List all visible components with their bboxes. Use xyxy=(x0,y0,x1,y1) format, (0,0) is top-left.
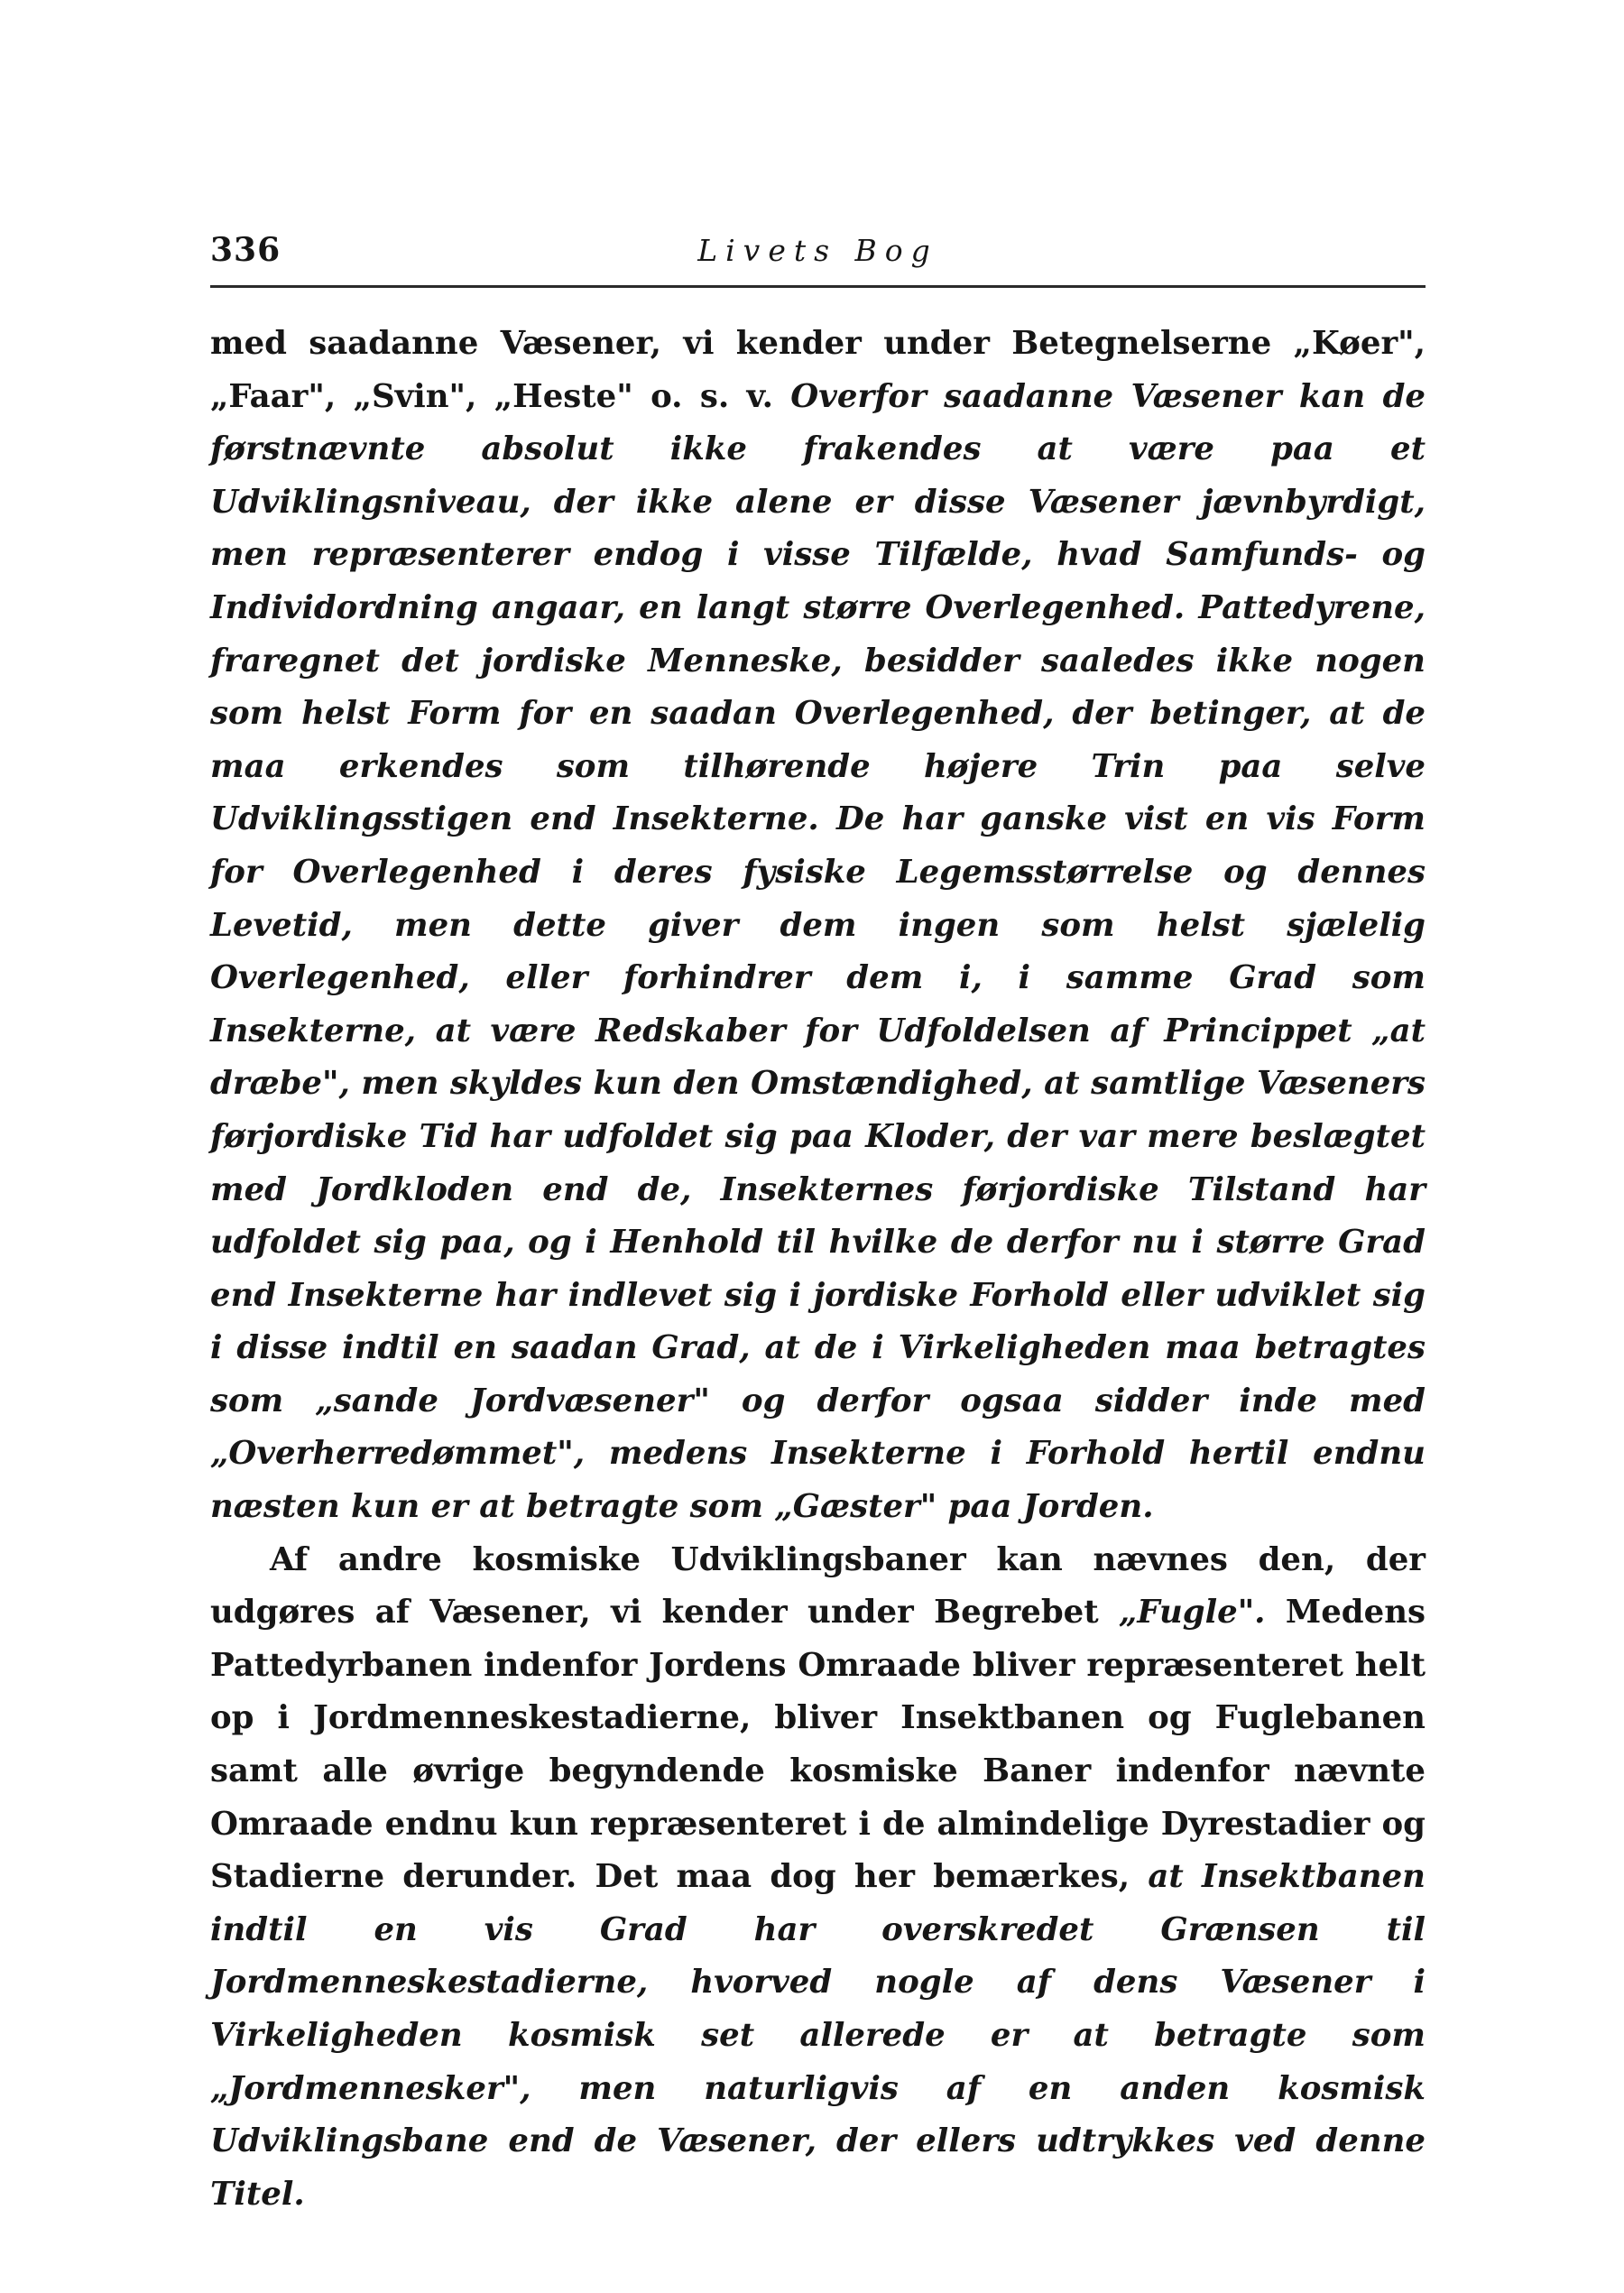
running-title: Livets Bog xyxy=(697,233,938,268)
text-run: Medens Pattedyrbanen indenfor Jordens Omraade bliver repræsenteret helt op i Jordmenneskestadierne, bliver Insektbanen og Fuglebanen samt alle øvrige begyndende kosmiske Baner indenfor nævnte Omraade endnu kun repræsenteret i de almindelige Dyrestadier og Stadierne derunder. Det maa dog her bemærkes, xyxy=(210,1594,1426,1896)
paragraph-2 xyxy=(210,1534,1426,2222)
page-number: 336 xyxy=(210,231,281,269)
body-text xyxy=(210,318,1426,2221)
running-header xyxy=(210,226,1426,288)
text-run: med saadanne Væsener, vi kender under Betegnelserne „Køer", „Faar", „Svin", „Heste" o. s. v. xyxy=(210,325,1426,415)
text-run: Af andre kosmiske Udviklingsbaner kan nævnes den, der udgøres af Væsener, vi kender under Begrebet xyxy=(210,1540,1426,1632)
italic-text-run: at Insektbanen indtil en vis Grad har overskredet Grænsen til Jordmenneskestadierne, hvorved nogle af dens Væsener i Virkeligheden kosmisk set allerede er at betragte som „Jordmennesker", men naturligvis af en anden kosmisk Udviklingsbane end de Væsener, der ellers udtrykkes ved denne Titel. xyxy=(210,1858,1426,2213)
paragraph-1 xyxy=(210,318,1426,1534)
italic-text-run: „Fugle". xyxy=(1118,1594,1266,1632)
italic-text-run: Overfor saadanne Væsener kan de førstnævnte absolut ikke frakendes at være paa et Udviklingsniveau, der ikke alene er disse Væsener jævnbyrdigt, men repræsenterer endog i visse Tilfælde, hvad Samfunds- og Individordning angaar, en langt større Overlegenhed. Pattedyrene, fraregnet det jordiske Menneske, besidder saaledes ikke nogen som helst Form for en saadan Overlegenhed, der betinger, at de maa erkendes som tilhørende højere Trin paa selve Udviklingsstigen end Insekterne. De har ganske vist en vis Form for Overlegenhed i deres fysiske Legemsstørrelse og dennes Levetid, men dette giver dem ingen som helst sjælelig Overlegenhed, eller forhindrer dem i, i samme Grad som Insekterne, at være Redskaber for Udfoldelsen af Princippet „at dræbe", men skyldes kun den Omstændighed, at samtlige Væseners førjordiske Tid har udfoldet sig paa Kloder, der var mere beslægtet med Jordkloden end de, Insekternes førjordiske Tilstand har udfoldet sig paa, og i Henhold til hvilke de derfor nu i større Grad end Insekterne har indlevet sig i jordiske Forhold eller udviklet sig i disse indtil en saadan Grad, at de i Virkeligheden maa betragtes som „sande Jordvæsener" og derfor ogsaa sidder inde med „Overherredømmet", medens Insekterne i Forhold hertil endnu næsten kun er at betragte som „Gæster" paa Jorden. xyxy=(210,377,1426,1526)
